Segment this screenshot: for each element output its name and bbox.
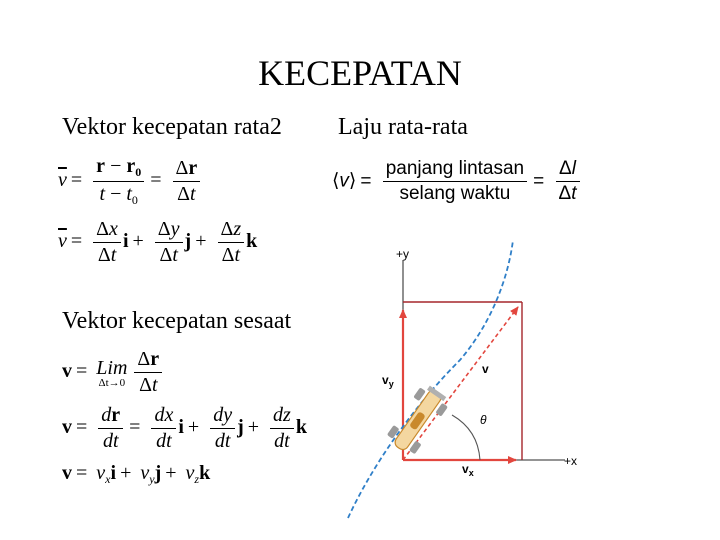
trajectory-path [348,240,513,518]
velocity-diagram [330,240,600,530]
equation-average-speed: ⟨v⟩ = $\frac{\text{panjang lintasan}}{\text{selang waktu}}$ = $\frac{\Delta l}{\Delta t}$ [332,158,582,205]
label-plus-x: +x [564,454,578,468]
equation-average-velocity-2: $\overline{v}$ = $\frac{\Delta x}{\Delta t}$ i + $\frac{\Delta y}{\Delta t}$ j + $\frac{\Delta z}{\Delta t}$ k [58,218,258,266]
equation-instantaneous-velocity-2: v = $\frac{dr}{dt}$ = $\frac{dx}{dt}$ i + $\frac{dy}{dt}$ j + $\frac{dz}{dt}$ k [62,404,307,452]
lim-subscript: Δt→0 [98,376,126,389]
equation-instantaneous-velocity-3: $v = v_xi + v_yj + v_zk$ [62,462,211,486]
label-plus-y: +y [396,247,410,261]
race-car-icon [385,382,452,458]
label-vy: $v_y$ [382,373,394,389]
angle-arc [452,415,480,460]
speed-numerator: panjang lintasan [383,158,527,182]
label-vx: $v_x$ [462,462,474,478]
page-title: KECEPATAN [258,53,462,93]
heading-average-velocity: Vektor kecepatan rata2 [62,114,282,140]
label-theta: θ [480,413,487,427]
heading-average-speed: Laju rata-rata [338,114,468,140]
velocity-vector [403,307,518,460]
label-v: v [482,362,489,376]
lim-word: Lim [96,356,128,379]
speed-denominator: selang waktu [399,183,511,204]
heading-instantaneous-velocity: Vektor kecepatan sesaat [62,308,292,334]
equation-average-velocity-1: $\overline{v}$ = $\frac{r - r_0}{t - t_0}$ = $\frac{\Delta r}{\Delta t}$ [58,155,202,208]
equation-instantaneous-velocity-1: v = Lim Δt→0 $\frac{\Delta r}{\Delta t}$ [62,348,164,397]
